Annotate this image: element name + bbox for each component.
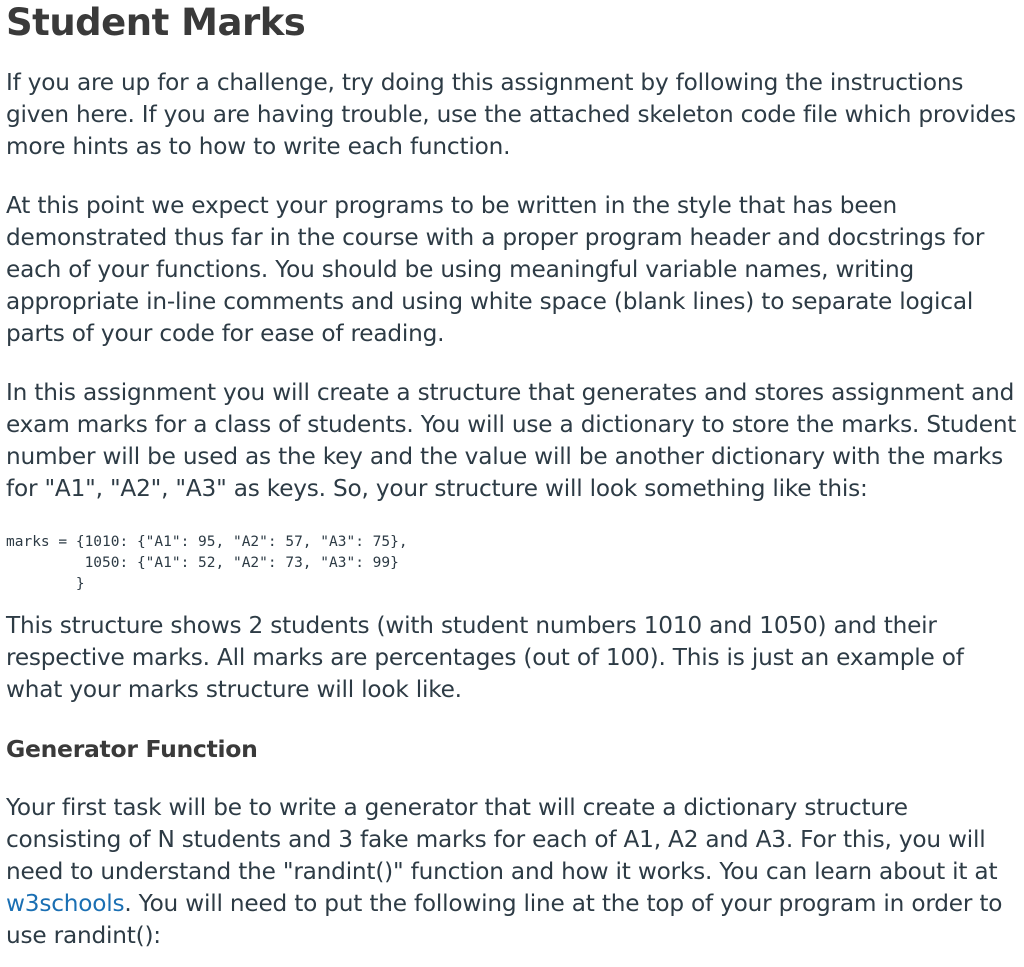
- w3schools-link[interactable]: w3schools: [6, 890, 125, 917]
- section-heading-generator: Generator Function: [6, 735, 258, 763]
- generator-paragraph: [6, 792, 1024, 952]
- style-paragraph: At this point we expect your programs to be written in the style that has been demonstrated thus far in the course with a proper program header and docstrings for each of your functions. You should be using meaningful variable names, writing appropriate in-line comments and using white space (blank lines) to separate logical parts of your code for ease of reading.: [6, 192, 985, 347]
- generator-text-before-link: Your first task will be to write a generator that will create a dictionary structure consisting of N students and 3 fake marks for each of A1, A2 and A3. For this, you will need to understand the "randint()" function and how it works. You can learn about it at: [6, 794, 998, 885]
- explanation-paragraph: This structure shows 2 students (with student numbers 1010 and 1050) and their respective marks. All marks are percentages (out of 100). This is just an example of what your marks structure will look like.: [6, 612, 964, 703]
- structure-paragraph: In this assignment you will create a structure that generates and stores assignment and exam marks for a class of students. You will use a dictionary to store the marks. Student number will be used as the key and the value will be another dictionary with the marks for "A1", "A2", "A3" as keys. So, your structure will look something like this:: [6, 379, 1017, 502]
- intro-paragraph: If you are up for a challenge, try doing this assignment by following the instructions given here. If you are having trouble, use the attached skeleton code file which provides more hints as to how to write each function.: [6, 69, 1016, 160]
- code-example: marks = {1010: {"A1": 95, "A2": 57, "A3": 75}, 1050: {"A1": 52, "A2": 73, "A3": 99} }: [6, 534, 408, 592]
- generator-text-after-link: . You will need to put the following line at the top of your program in order to use randint():: [6, 890, 1003, 949]
- page-title: Student Marks: [6, 1, 306, 44]
